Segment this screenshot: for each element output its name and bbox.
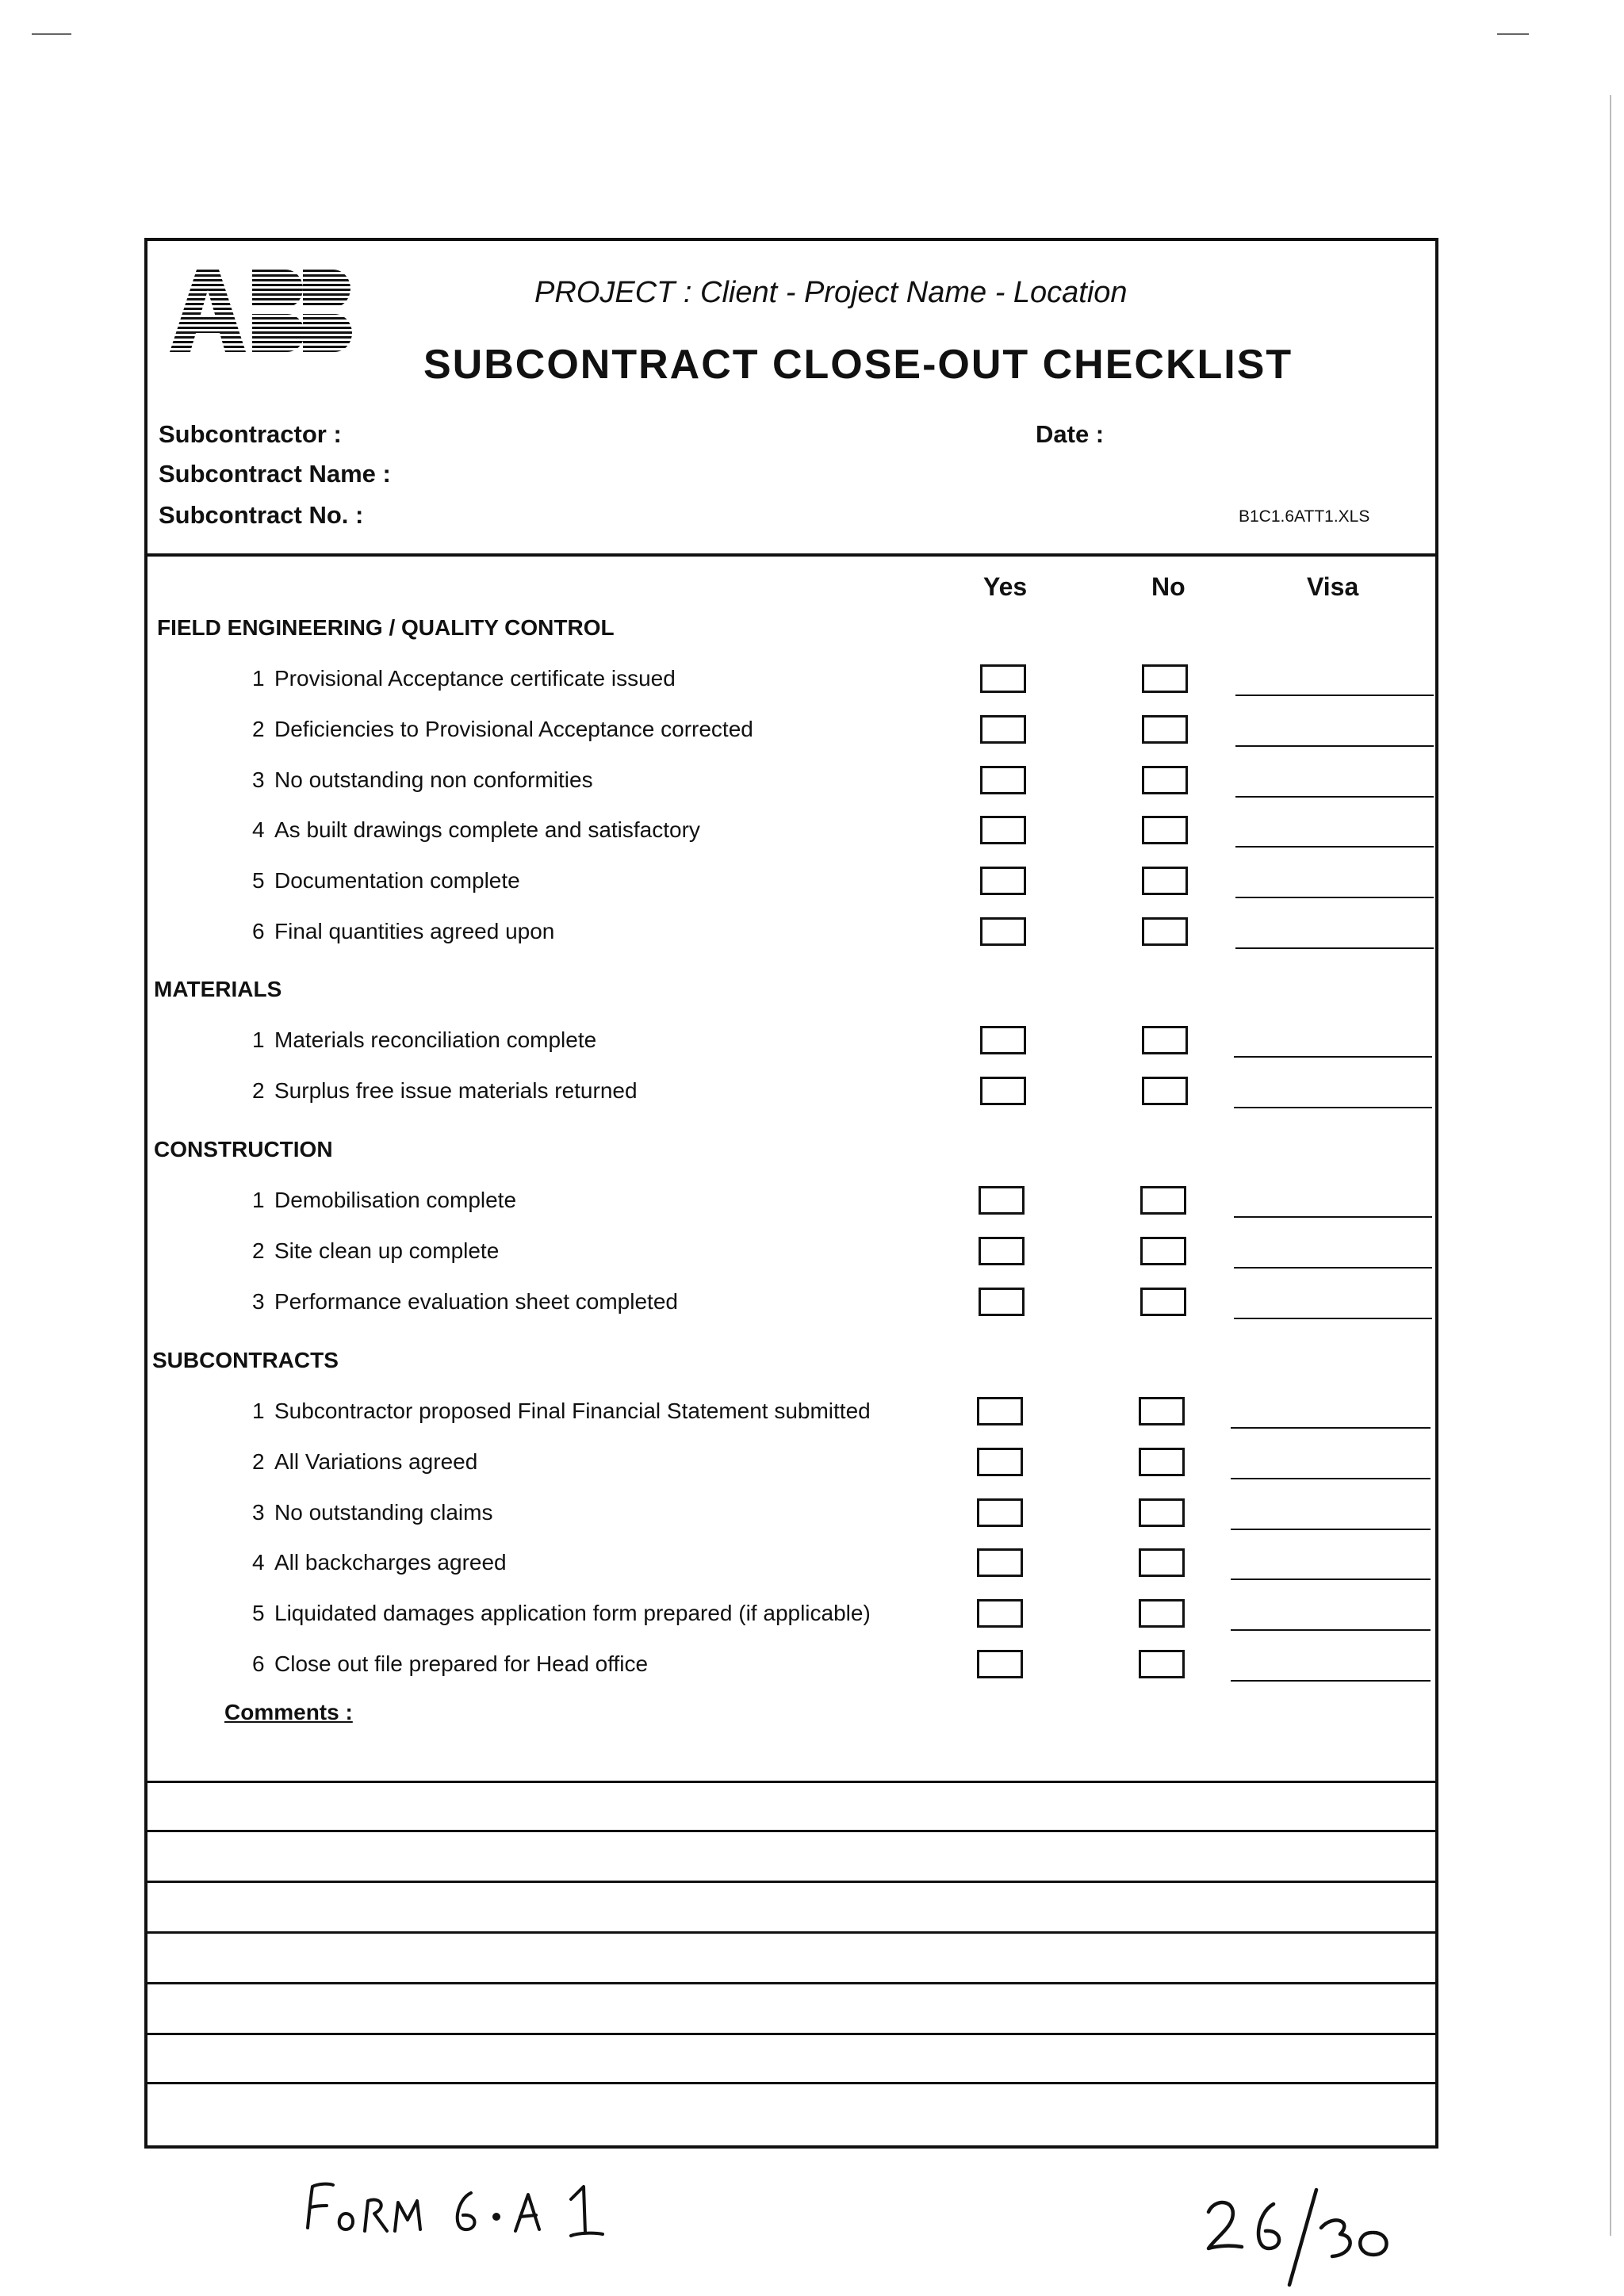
no-checkbox[interactable] xyxy=(1142,816,1188,844)
column-yes: Yes xyxy=(983,572,1028,601)
header-separator xyxy=(144,553,1438,557)
section-title: SUBCONTRACTS xyxy=(152,1348,339,1372)
column-visa: Visa xyxy=(1307,572,1359,601)
no-checkbox[interactable] xyxy=(1140,1186,1186,1215)
no-checkbox[interactable] xyxy=(1142,1026,1188,1054)
yes-checkbox[interactable] xyxy=(977,1599,1023,1628)
item-number: 3 xyxy=(252,767,265,792)
yes-checkbox[interactable] xyxy=(980,766,1026,794)
item-label: Site clean up complete xyxy=(274,1238,500,1263)
comment-line[interactable] xyxy=(144,1931,1438,1934)
file-code: B1C1.6ATT1.XLS xyxy=(1239,507,1370,526)
comment-line[interactable] xyxy=(144,1881,1438,1883)
no-checkbox[interactable] xyxy=(1139,1397,1185,1425)
item-number: 1 xyxy=(252,1027,265,1052)
visa-signature-line[interactable] xyxy=(1231,1680,1431,1682)
visa-signature-line[interactable] xyxy=(1235,947,1434,949)
item-number: 2 xyxy=(252,1238,265,1263)
item-label: All Variations agreed xyxy=(274,1449,478,1474)
item-number: 3 xyxy=(252,1289,265,1314)
visa-signature-line[interactable] xyxy=(1234,1107,1432,1108)
item-number: 2 xyxy=(252,1078,265,1103)
visa-signature-line[interactable] xyxy=(1231,1427,1431,1429)
yes-checkbox[interactable] xyxy=(980,816,1026,844)
visa-signature-line[interactable] xyxy=(1235,796,1434,798)
yes-checkbox[interactable] xyxy=(980,867,1026,895)
project-title: PROJECT : Client - Project Name - Location xyxy=(534,276,1128,309)
visa-signature-line[interactable] xyxy=(1231,1529,1431,1530)
comment-line[interactable] xyxy=(144,2033,1438,2035)
scan-mark xyxy=(1497,33,1529,35)
section-title: CONSTRUCTION xyxy=(154,1137,333,1161)
comments-label: Comments : xyxy=(224,1700,353,1724)
no-checkbox[interactable] xyxy=(1142,664,1188,693)
item-label: No outstanding claims xyxy=(274,1500,493,1525)
visa-signature-line[interactable] xyxy=(1231,1629,1431,1631)
comment-line[interactable] xyxy=(144,1781,1438,1783)
item-label: Performance evaluation sheet completed xyxy=(274,1289,678,1314)
item-number: 4 xyxy=(252,1550,265,1575)
item-label: All backcharges agreed xyxy=(274,1550,507,1575)
no-checkbox[interactable] xyxy=(1139,1498,1185,1527)
item-number: 6 xyxy=(252,1651,265,1676)
visa-signature-line[interactable] xyxy=(1234,1216,1432,1218)
handwritten-page-number xyxy=(1197,2182,1427,2293)
yes-checkbox[interactable] xyxy=(977,1498,1023,1527)
item-label: Deficiencies to Provisional Acceptance corrected xyxy=(274,717,753,741)
visa-signature-line[interactable] xyxy=(1231,1478,1431,1479)
yes-checkbox[interactable] xyxy=(979,1288,1025,1316)
abb-logo xyxy=(170,270,352,352)
no-checkbox[interactable] xyxy=(1140,1288,1186,1316)
yes-checkbox[interactable] xyxy=(977,1448,1023,1476)
yes-checkbox[interactable] xyxy=(977,1650,1023,1678)
no-checkbox[interactable] xyxy=(1142,1077,1188,1105)
section-title: MATERIALS xyxy=(154,977,282,1001)
visa-signature-line[interactable] xyxy=(1235,745,1434,747)
item-number: 6 xyxy=(252,919,265,943)
no-checkbox[interactable] xyxy=(1142,715,1188,744)
yes-checkbox[interactable] xyxy=(980,917,1026,946)
visa-signature-line[interactable] xyxy=(1235,897,1434,898)
date-label: Date : xyxy=(1036,420,1105,448)
comment-line[interactable] xyxy=(144,1982,1438,1984)
item-label: Documentation complete xyxy=(274,868,520,893)
yes-checkbox[interactable] xyxy=(979,1186,1025,1215)
visa-signature-line[interactable] xyxy=(1231,1578,1431,1580)
yes-checkbox[interactable] xyxy=(980,715,1026,744)
subcontract-name-label: Subcontract Name : xyxy=(159,460,391,488)
item-number: 1 xyxy=(252,1399,265,1423)
item-number: 5 xyxy=(252,1601,265,1625)
item-label: Demobilisation complete xyxy=(274,1188,517,1212)
scan-mark xyxy=(32,33,71,35)
comment-line[interactable] xyxy=(144,2082,1438,2084)
item-label: Materials reconciliation complete xyxy=(274,1027,597,1052)
no-checkbox[interactable] xyxy=(1139,1650,1185,1678)
visa-signature-line[interactable] xyxy=(1234,1056,1432,1058)
item-number: 4 xyxy=(252,817,265,842)
no-checkbox[interactable] xyxy=(1140,1237,1186,1265)
item-number: 2 xyxy=(252,717,265,741)
yes-checkbox[interactable] xyxy=(980,1026,1026,1054)
section-title: FIELD ENGINEERING / QUALITY CONTROL xyxy=(157,615,615,640)
visa-signature-line[interactable] xyxy=(1235,846,1434,848)
scan-edge xyxy=(1610,95,1611,2236)
document-title: SUBCONTRACT CLOSE-OUT CHECKLIST xyxy=(423,342,1293,388)
no-checkbox[interactable] xyxy=(1142,867,1188,895)
item-label: Provisional Acceptance certificate issued xyxy=(274,666,676,691)
yes-checkbox[interactable] xyxy=(977,1548,1023,1577)
item-number: 5 xyxy=(252,868,265,893)
item-number: 1 xyxy=(252,1188,265,1212)
no-checkbox[interactable] xyxy=(1139,1448,1185,1476)
yes-checkbox[interactable] xyxy=(980,1077,1026,1105)
item-label: Surplus free issue materials returned xyxy=(274,1078,638,1103)
yes-checkbox[interactable] xyxy=(980,664,1026,693)
item-label: Close out file prepared for Head office xyxy=(274,1651,649,1676)
item-label: Liquidated damages application form prepared (if applicable) xyxy=(274,1601,871,1625)
yes-checkbox[interactable] xyxy=(977,1397,1023,1425)
item-label: Final quantities agreed upon xyxy=(274,919,555,943)
visa-signature-line[interactable] xyxy=(1234,1318,1432,1319)
item-label: Subcontractor proposed Final Financial Statement submitted xyxy=(274,1399,871,1423)
item-number: 2 xyxy=(252,1449,265,1474)
no-checkbox[interactable] xyxy=(1142,766,1188,794)
yes-checkbox[interactable] xyxy=(979,1237,1025,1265)
handwritten-form-label xyxy=(301,2172,634,2244)
comment-line[interactable] xyxy=(144,1830,1438,1832)
subcontract-no-label: Subcontract No. : xyxy=(159,501,364,529)
no-checkbox[interactable] xyxy=(1139,1599,1185,1628)
item-label: No outstanding non conformities xyxy=(274,767,593,792)
visa-signature-line[interactable] xyxy=(1235,695,1434,696)
no-checkbox[interactable] xyxy=(1142,917,1188,946)
column-no: No xyxy=(1151,572,1185,601)
item-number: 1 xyxy=(252,666,265,691)
visa-signature-line[interactable] xyxy=(1234,1267,1432,1269)
no-checkbox[interactable] xyxy=(1139,1548,1185,1577)
subcontractor-label: Subcontractor : xyxy=(159,420,342,448)
item-label: As built drawings complete and satisfactory xyxy=(274,817,700,842)
item-number: 3 xyxy=(252,1500,265,1525)
